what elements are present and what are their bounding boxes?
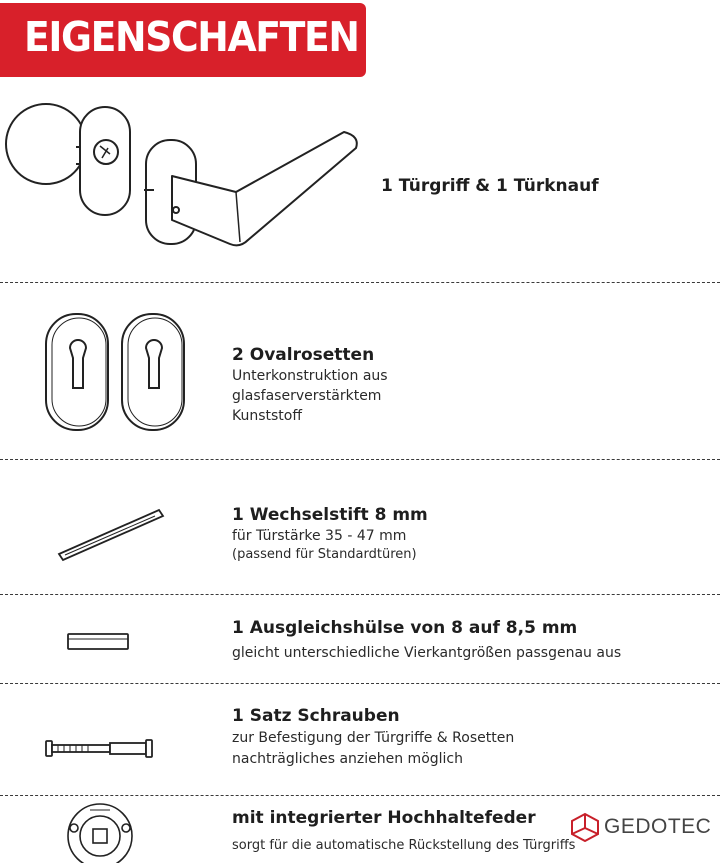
- section-divider: [0, 594, 720, 595]
- section-divider: [0, 282, 720, 283]
- door-handle-and-knob-icon: [4, 92, 364, 267]
- feature-description: sorgt für die automatische Rückstellung des Türgriffs: [232, 838, 576, 853]
- spindle-pin-icon: [55, 500, 170, 565]
- adapter-sleeve-icon: [66, 630, 132, 654]
- brand-name: GEDOTEC: [604, 815, 712, 838]
- feature-title: mit integrierter Hochhaltefeder: [232, 808, 536, 828]
- return-spring-icon: [62, 800, 138, 863]
- feature-description: (passend für Standardtüren): [232, 547, 417, 562]
- gedotec-logo-icon: [570, 812, 600, 842]
- section-divider: [0, 459, 720, 460]
- oval-rosettes-icon: [40, 308, 190, 438]
- section-divider: [0, 683, 720, 684]
- screws-icon: [44, 737, 156, 761]
- feature-title: 2 Ovalrosetten: [232, 345, 375, 365]
- feature-title: 1 Satz Schrauben: [232, 706, 400, 726]
- feature-description: Unterkonstruktion aus: [232, 368, 388, 384]
- feature-title: 1 Türgriff & 1 Türknauf: [381, 176, 599, 196]
- feature-description: für Türstärke 35 - 47 mm: [232, 528, 407, 544]
- feature-title: 1 Ausgleichshülse von 8 auf 8,5 mm: [232, 618, 578, 638]
- header-banner: [0, 3, 366, 77]
- brand-logo: [570, 812, 711, 842]
- feature-description: nachträgliches anziehen möglich: [232, 751, 463, 767]
- feature-description: zur Befestigung der Türgriffe & Rosetten: [232, 730, 515, 746]
- feature-description: gleicht unterschiedliche Vierkantgrößen passgenau aus: [232, 645, 622, 661]
- page-title: EIGENSCHAFTEN: [24, 13, 359, 61]
- feature-title: 1 Wechselstift 8 mm: [232, 505, 428, 525]
- feature-description: Kunststoff: [232, 408, 303, 424]
- section-divider: [0, 795, 720, 796]
- feature-description: glasfaserverstärktem: [232, 388, 382, 404]
